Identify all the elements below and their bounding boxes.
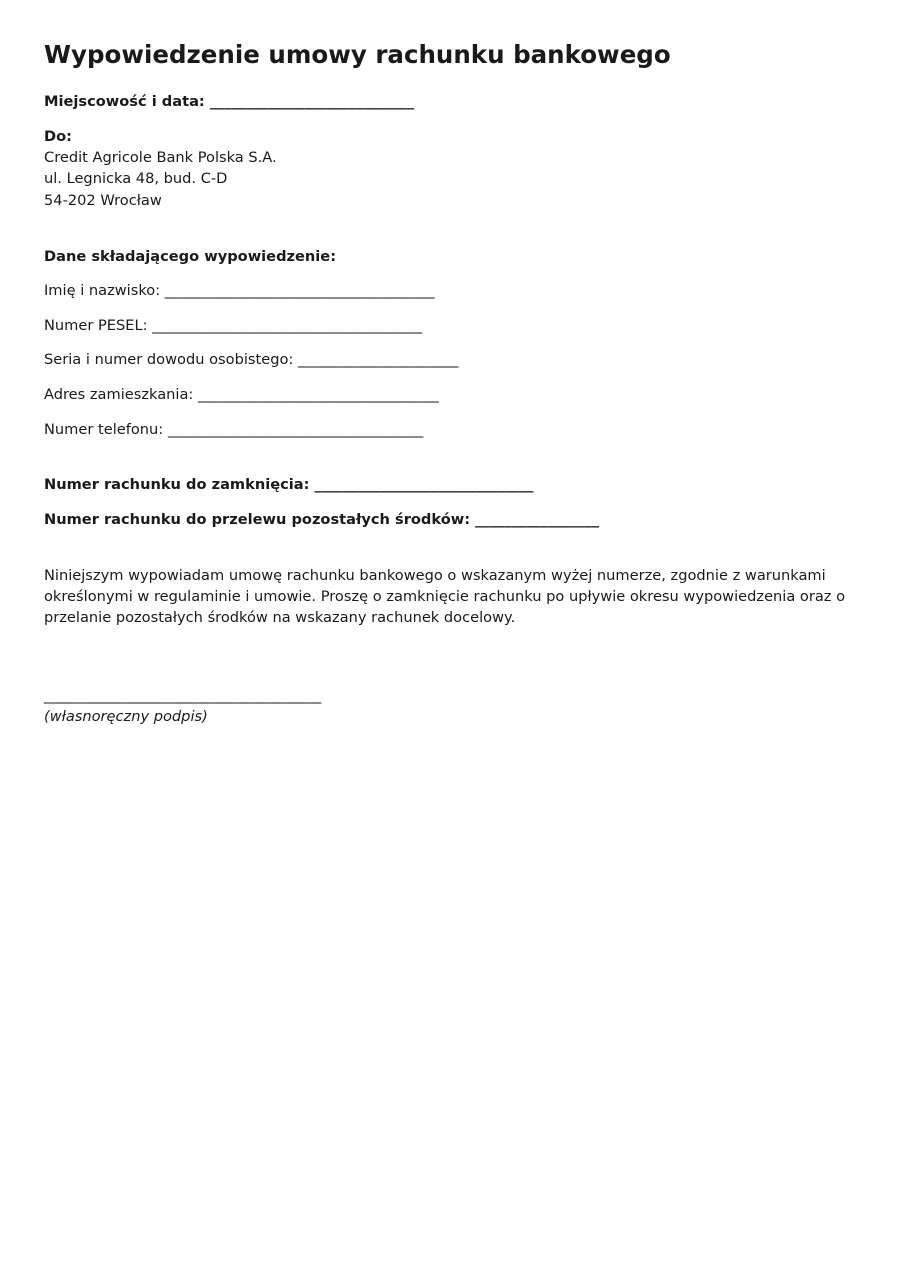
signature-caption: (własnoręczny podpis)	[44, 708, 208, 725]
document-title: Wypowiedzenie umowy rachunku bankowego	[44, 40, 671, 69]
account-transfer-line: Numer rachunku do przelewu pozostałych środków: _________________	[44, 511, 600, 528]
account-to-close-line: Numer rachunku do zamknięcia: ______________________________	[44, 476, 534, 493]
signature-line: ______________________________________	[44, 687, 322, 704]
recipient-city: 54-202 Wrocław	[44, 192, 162, 209]
field-address: Adres zamieszkania: _________________________________	[44, 386, 439, 403]
body-paragraph: Niniejszym wypowiadam umowę rachunku bankowego o wskazanym wyżej numerze, zgodnie z warunkami określonymi w regulaminie i umowie. Proszę o zamknięcie rachunku po upływie okresu wypowiedzenia oraz o przelanie pozostałych środków na wskazany rachunek docelowy.	[44, 567, 846, 626]
applicant-heading: Dane składającego wypowiedzenie:	[44, 248, 337, 265]
field-id-card: Seria i numer dowodu osobistego: ______________________	[44, 351, 459, 368]
recipient-name: Credit Agricole Bank Polska S.A.	[44, 149, 277, 166]
field-name: Imię i nazwisko: _____________________________________	[44, 282, 435, 299]
recipient-street: ul. Legnicka 48, bud. C-D	[44, 170, 228, 187]
place-date-line: Miejscowość i data: ____________________________	[44, 93, 415, 110]
field-phone: Numer telefonu: ___________________________________	[44, 421, 424, 438]
recipient-label: Do:	[44, 128, 72, 145]
field-pesel: Numer PESEL: _____________________________________	[44, 317, 423, 334]
